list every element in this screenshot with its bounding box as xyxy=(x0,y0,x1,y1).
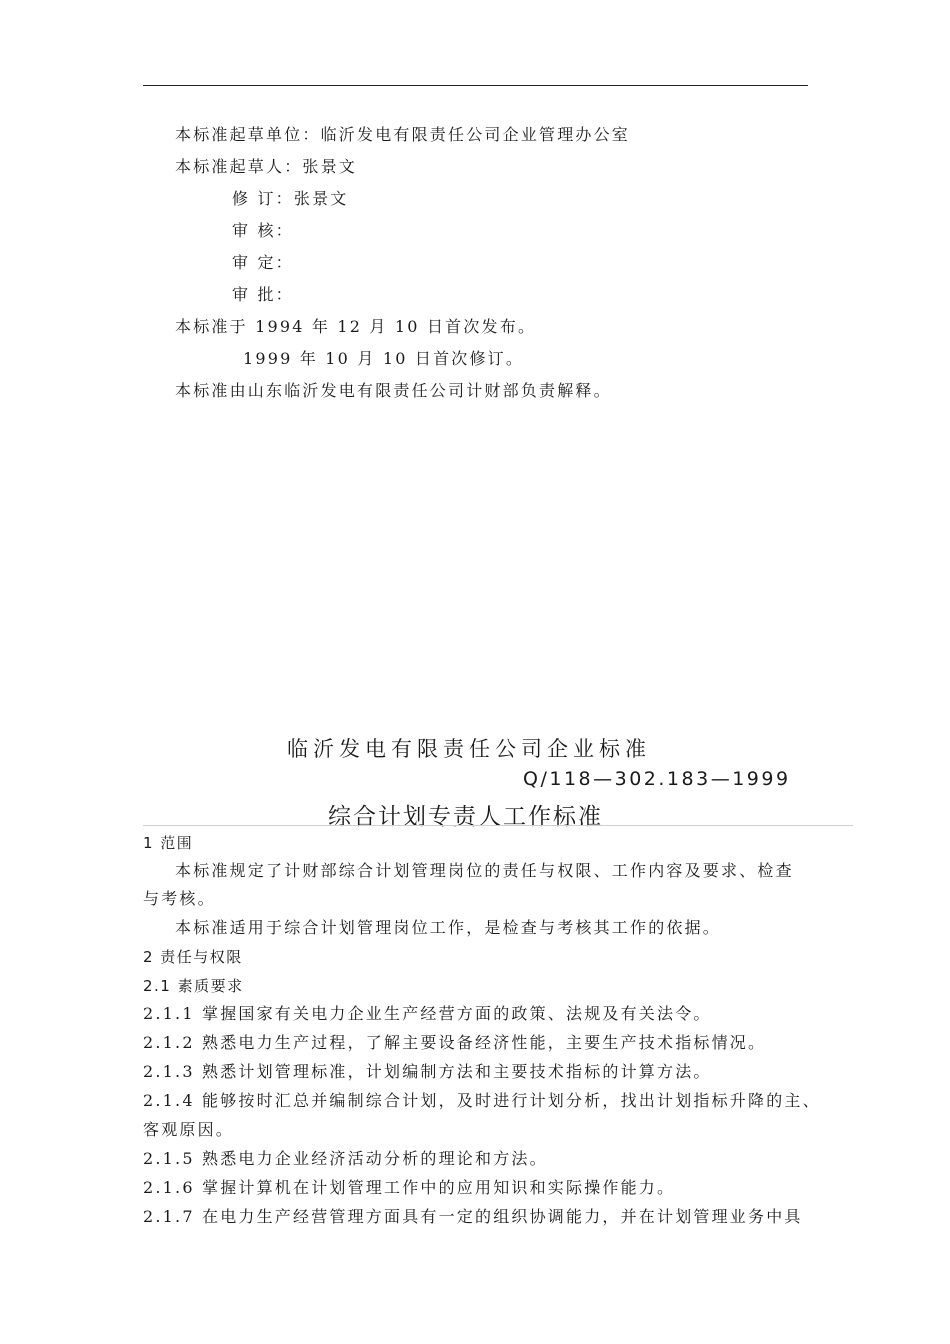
approved-by: 审 定： xyxy=(232,253,294,272)
standard-number: Q/118—302.183—1999 xyxy=(523,768,791,790)
clause-2-1-5: 2.1.5 熟悉电力企业经济活动分析的理论和方法。 xyxy=(143,1149,548,1168)
interpretation-note: 本标准由山东临沂发电有限责任公司计财部负责解释。 xyxy=(175,381,612,400)
revised-by: 修 订：张景文 xyxy=(232,189,349,208)
reviewed-by: 审 核： xyxy=(232,221,294,240)
authorized-by: 审 批： xyxy=(232,285,294,304)
section-2-heading: 2 责任与权限 xyxy=(143,948,243,966)
document-title: 综合计划专责人工作标准 xyxy=(328,804,603,830)
clause-2-1-4-line-2: 客观原因。 xyxy=(143,1120,235,1139)
clause-2-1-6: 2.1.6 掌握计算机在计划管理工作中的应用知识和实际操作能力。 xyxy=(143,1178,676,1197)
clause-2-1-3: 2.1.3 熟悉计划管理标准，计划编制方法和主要技术指标的计算方法。 xyxy=(143,1062,712,1081)
first-issue-date: 本标准于 1994 年 12 月 10 日首次发布。 xyxy=(175,317,537,336)
drafter: 本标准起草人：张景文 xyxy=(175,157,358,176)
clause-2-1-1: 2.1.1 掌握国家有关电力企业生产经营方面的政策、法规及有关法令。 xyxy=(143,1004,712,1023)
first-revision-date: 1999 年 10 月 10 日首次修订。 xyxy=(243,349,525,368)
header-rule xyxy=(143,85,808,86)
clause-2-1-7: 2.1.7 在电力生产经营管理方面具有一定的组织协调能力，并在计划管理业务中具 xyxy=(143,1207,803,1226)
scope-applicability: 本标准适用于综合计划管理岗位工作，是检查与考核其工作的依据。 xyxy=(175,918,722,937)
section-2-1-heading: 2.1 素质要求 xyxy=(143,977,244,995)
company-standard-heading: 临沂发电有限责任公司企业标准 xyxy=(287,737,651,761)
section-1-heading: 1 范围 xyxy=(143,834,194,852)
clause-2-1-2: 2.1.2 熟悉电力生产过程，了解主要设备经济性能，主要生产技术指标情况。 xyxy=(143,1033,767,1052)
drafting-unit: 本标准起草单位：临沂发电有限责任公司企业管理办公室 xyxy=(175,125,631,144)
scope-paragraph-line-1: 本标准规定了计财部综合计划管理岗位的责任与权限、工作内容及要求、检查 xyxy=(175,861,794,880)
clause-2-1-4-line-1: 2.1.4 能够按时汇总并编制综合计划，及时进行计划分析，找出计划指标升降的主、 xyxy=(143,1091,821,1110)
scope-paragraph-line-2: 与考核。 xyxy=(143,889,216,908)
title-rule xyxy=(143,825,853,826)
